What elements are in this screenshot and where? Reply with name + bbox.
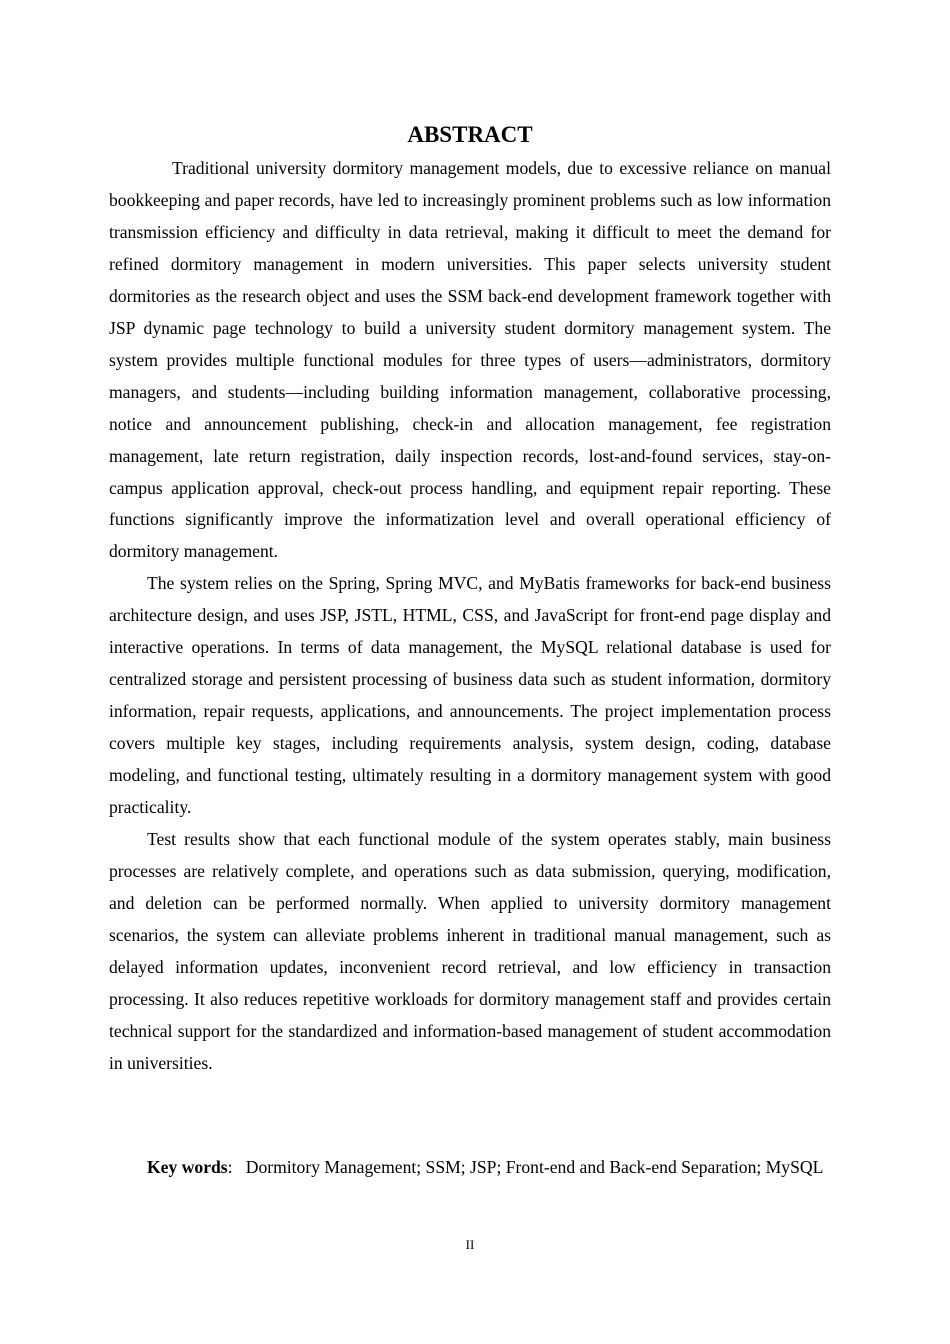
- page-number: II: [465, 1237, 475, 1252]
- keywords-text: Dormitory Management; SSM; JSP; Front-end and Back-end Separation; MySQL: [245, 1157, 824, 1177]
- abstract-paragraph-2: The system relies on the Spring, Spring MVC, and MyBatis frameworks for back-end business architecture design, and uses JSP, JSTL, HTML, CSS, and JavaScript for front-end page display and interactive operations. In terms of data management, the MySQL relational database is used for centralized storage and persistent processing of business data such as student information, dormitory information, repair requests, applications, and announcements. The project implementation process covers multiple key stages, including requirements analysis, system design, coding, database modeling, and functional testing, ultimately resulting in a dormitory management system with good practicality.: [109, 573, 831, 818]
- abstract-paragraph-1: Traditional university dormitory management models, due to excessive reliance on manual bookkeeping and paper records, have led to increasingly prominent problems such as low information transmission efficiency and difficulty in data retrieval, making it difficult to meet the demand for refined dormitory management in modern universities. This paper selects university student dormitories as the research object and uses the SSM back-end development framework together with JSP dynamic page technology to build a university student dormitory management system. The system provides multiple functional modules for three types of users—administrators, dormitory managers, and students—including building information management, collaborative processing, notice and announcement publishing, check-in and allocation management, fee registration management, late return registration, daily inspection records, lost-and-found services, stay-on-campus application approval, check-out process handling, and equipment repair reporting. These functions significantly improve the informatization level and overall operational efficiency of dormitory management.: [109, 158, 831, 562]
- abstract-body: [109, 153, 831, 1080]
- abstract-title: ABSTRACT: [407, 122, 533, 147]
- keywords-separator: :: [227, 1157, 233, 1177]
- abstract-paragraph-3: Test results show that each functional module of the system operates stably, main business processes are relatively complete, and operations such as data submission, querying, modification, and deletion can be performed normally. When applied to university dormitory management scenarios, the system can alleviate problems inherent in traditional manual management, such as delayed information updates, inconvenient record retrieval, and low efficiency in transaction processing. It also reduces repetitive workloads for dormitory management staff and provides certain technical support for the standardized and information-based management of student accommodation in universities.: [109, 829, 831, 1073]
- keywords-line: [109, 1152, 831, 1184]
- keywords-label: Key words: [147, 1157, 228, 1177]
